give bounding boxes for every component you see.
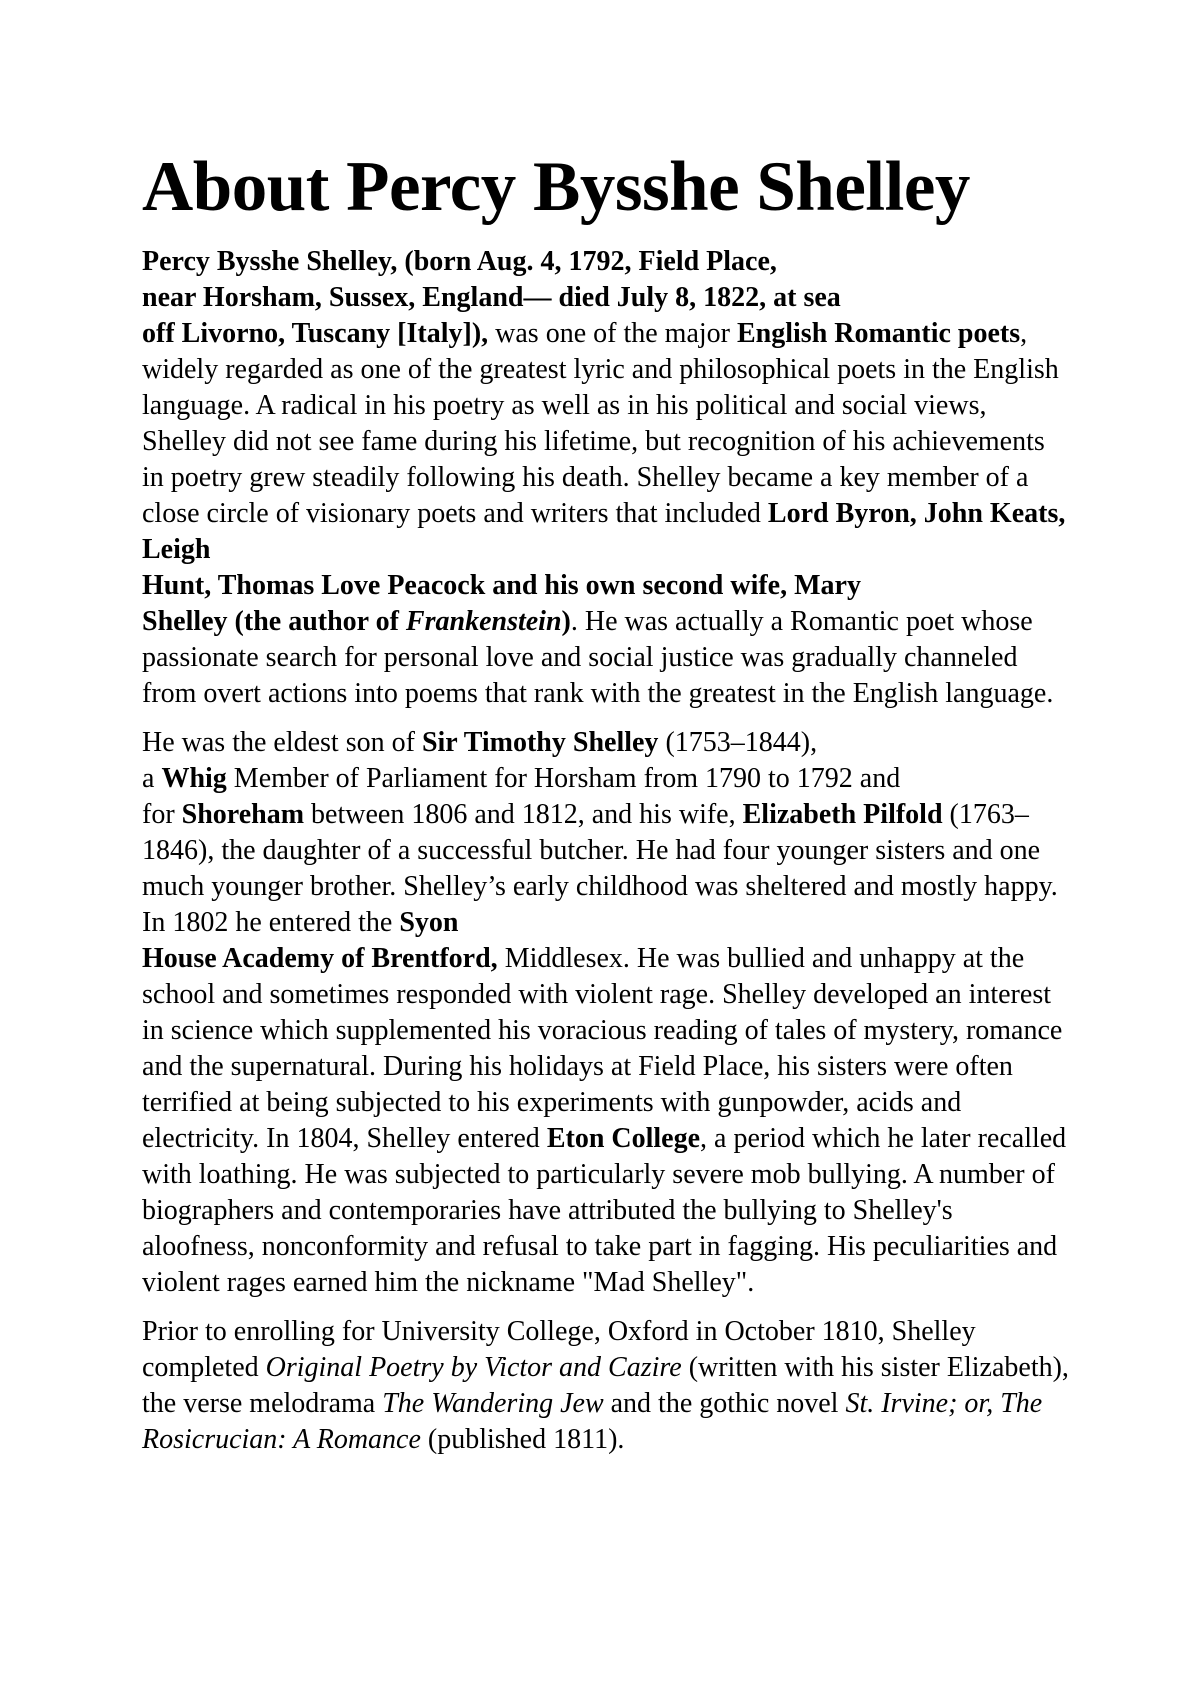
text-run: Middlesex. He was bullied and unhappy at the school and sometimes responded with violent rage. Shelley developed an interest in science which supplemented his voracious reading of tales of mystery, romance and the supernatural. During his holidays at Field Place, his sisters were often terrified at being subjected to his experiments with gunpowder, acids and electricity. In 1804, Shelley entered bbox=[142, 943, 1063, 1155]
text-run: and the gothic novel bbox=[603, 1388, 846, 1420]
text-run: (written with his sister Elizabeth), the verse melodrama bbox=[142, 1352, 1069, 1420]
bold-text: off Livorno, Tuscany [Italy]), bbox=[142, 318, 489, 350]
text-run: was one of the major bbox=[488, 318, 737, 350]
bold-text: Eton College bbox=[546, 1123, 701, 1155]
paragraph-early-life bbox=[142, 725, 1072, 1301]
italic-title: The Wandering Jew bbox=[382, 1388, 604, 1420]
text-run: Member of Parliament for Horsham from 1790 to 1792 and bbox=[226, 763, 901, 795]
text-run: He was the eldest son of bbox=[142, 727, 422, 759]
bold-text: ) bbox=[561, 606, 571, 638]
text-run: (1763–1846), the daughter of a successful butcher. He had four younger sisters and one much younger brother. Shelley’s early childhood was sheltered and mostly happy. In 1802 he entered the bbox=[142, 799, 1058, 939]
bold-text: Percy Bysshe Shelley, (born Aug. 4, 1792, Field Place, bbox=[142, 246, 777, 278]
bold-text: Hunt, Thomas Love Peacock and his own second wife, Mary bbox=[142, 570, 861, 602]
bold-text: Shoreham bbox=[181, 799, 305, 831]
paragraph-early-works bbox=[142, 1314, 1072, 1458]
text-run: Prior to enrolling for University College, Oxford in October 1810, Shelley completed bbox=[142, 1316, 976, 1384]
italic-title: St. Irvine; or, The Rosicrucian: A Romance bbox=[142, 1388, 1043, 1456]
bold-text: Whig bbox=[161, 763, 227, 795]
document-body bbox=[142, 244, 1072, 1458]
text-run: (1753–1844), bbox=[658, 727, 818, 759]
text-run: for bbox=[142, 799, 182, 831]
text-run: a bbox=[142, 763, 162, 795]
italic-title: Original Poetry by Victor and Cazire bbox=[265, 1352, 682, 1384]
document-page bbox=[142, 148, 1072, 1471]
bold-italic-title: Frankenstein bbox=[405, 606, 562, 638]
text-run: (published 1811). bbox=[420, 1424, 625, 1456]
text-run: , widely regarded as one of the greatest lyric and philosophical poets in the English language. A radical in his poetry as well as in his political and social views, Shelley did not see fame during his lifetime, but recognition of his achievements in poetry grew steadily following his death. Shelley became a key member of a close circle of visionary poets and writers that included bbox=[142, 318, 1059, 530]
text-run: , a period which he later recalled with loathing. He was subjected to particularly severe mob bullying. A number of biographers and contemporaries have attributed the bullying to Shelley's aloofness, nonconformity and refusal to take part in fagging. His peculiarities and violent rages earned him the nickname "Mad Shelley". bbox=[142, 1123, 1067, 1299]
text-run: between 1806 and 1812, and his wife, bbox=[304, 799, 743, 831]
bold-text: English Romantic poets bbox=[736, 318, 1021, 350]
bold-text: Sir Timothy Shelley bbox=[421, 727, 659, 759]
bold-text: Elizabeth Pilfold bbox=[742, 799, 943, 831]
paragraph-intro bbox=[142, 244, 1072, 712]
bold-text: Lord Byron, John Keats, Leigh bbox=[142, 498, 1066, 566]
bold-text: Shelley (the author of bbox=[142, 606, 406, 638]
bold-text: House Academy of Brentford, bbox=[142, 943, 498, 975]
page-title: About Percy Bysshe Shelley bbox=[142, 148, 970, 226]
bold-text: Syon bbox=[399, 907, 459, 939]
bold-text: near Horsham, Sussex, England— died July 8, 1822, at sea bbox=[142, 282, 841, 314]
text-run: . He was actually a Romantic poet whose passionate search for personal love and social justice was gradually channeled from overt actions into poems that rank with the greatest in the English language. bbox=[142, 606, 1054, 710]
